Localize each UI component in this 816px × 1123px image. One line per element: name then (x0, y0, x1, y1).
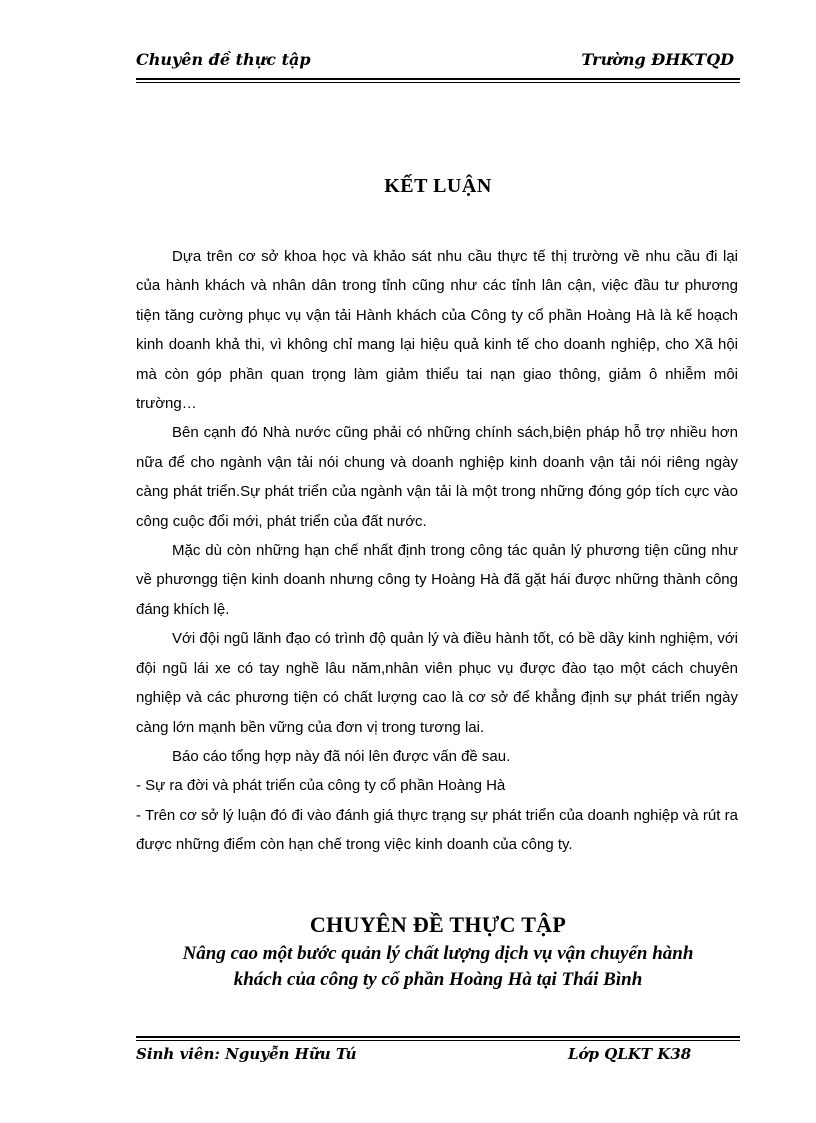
paragraph: Dựa trên cơ sở khoa học và khảo sát nhu cầu thực tế thị trường về nhu cầu đi lại của hành khách và nhân dân trong tỉnh cũng như các tỉnh lân cận, việc đầu tư phương tiện tăng cường phục vụ vận tải Hành khách của Công ty cổ phần Hoàng Hà là kế hoạch kinh doanh khả thi, vì không chỉ mang lại hiệu quả kinh tế cho doanh nghiệp, cho Xã hội mà còn góp phần quan trọng làm giảm thiểu tai nạn giao thông, giảm ô nhiễm môi trường… (136, 248, 738, 413)
header-rule-thin (136, 82, 740, 83)
report-subtitle-line: khách của công ty cổ phần Hoàng Hà tại Thái Bình (233, 969, 643, 990)
paragraph: Bên cạnh đó Nhà nước cũng phải có những chính sách,biện pháp hỗ trợ nhiều hơn nữa để cho ngành vận tải nói chung và doanh nghiệp kinh doanh vận tải nói riêng ngày càng phát triển.Sự phát triển của ngành vận tải là một trong những đóng góp tích cực vào công cuộc đổi mới, phát triển của đất nước. (136, 424, 738, 530)
student-name: Sinh viên: Nguyễn Hữu Tú (136, 1045, 357, 1063)
bullet-item: - Trên cơ sở lý luận đó đi vào đánh giá thực trạng sự phát triển của doanh nghiệp và rút ra được những điểm còn hạn chế trong việc kinh doanh của công ty. (136, 806, 738, 854)
footer-rule (136, 1036, 740, 1038)
report-title: CHUYÊN ĐỀ THỰC TẬP (309, 912, 567, 937)
conclusion-body (136, 242, 738, 860)
report-subtitle-line: Nâng cao một bước quản lý chất lượng dịch vụ vận chuyển hành (182, 943, 694, 964)
bullet-item: - Sự ra đời và phát triển của công ty cổ phần Hoàng Hà (136, 777, 506, 795)
page-header (136, 50, 740, 80)
header-rule (136, 78, 740, 80)
header-university: Trường ĐHKTQD (581, 50, 734, 69)
report-subtitle (136, 941, 740, 993)
class-name: Lớp QLKT K38 (568, 1045, 692, 1063)
header-course-title: Chuyên đề thực tập (136, 50, 311, 69)
footer-rule-thin (136, 1040, 740, 1041)
paragraph: Mặc dù còn những hạn chế nhất định trong công tác quản lý phương tiện cũng như về phươngg tiện kinh doanh nhưng công ty Hoàng Hà đã gặt hái được những thành công đáng khích lệ. (136, 542, 738, 618)
paragraph: Báo cáo tổng hợp này đã nói lên được vấn đề sau. (172, 747, 511, 765)
page-footer (136, 1045, 740, 1071)
section-title: KẾT LUẬN (384, 175, 492, 197)
paragraph: Với đội ngũ lãnh đạo có trình độ quản lý và điều hành tốt, có bề dầy kinh nghiệm, với đội ngũ lái xe có tay nghề lâu năm,nhân viên phục vụ được đào tạo một cách chuyên nghiệp và các phương tiện có chất lượng cao là cơ sở để khẳng định sự phát triển ngày càng lớn mạnh bền vững của đơn vị trong tương lai. (136, 630, 738, 736)
